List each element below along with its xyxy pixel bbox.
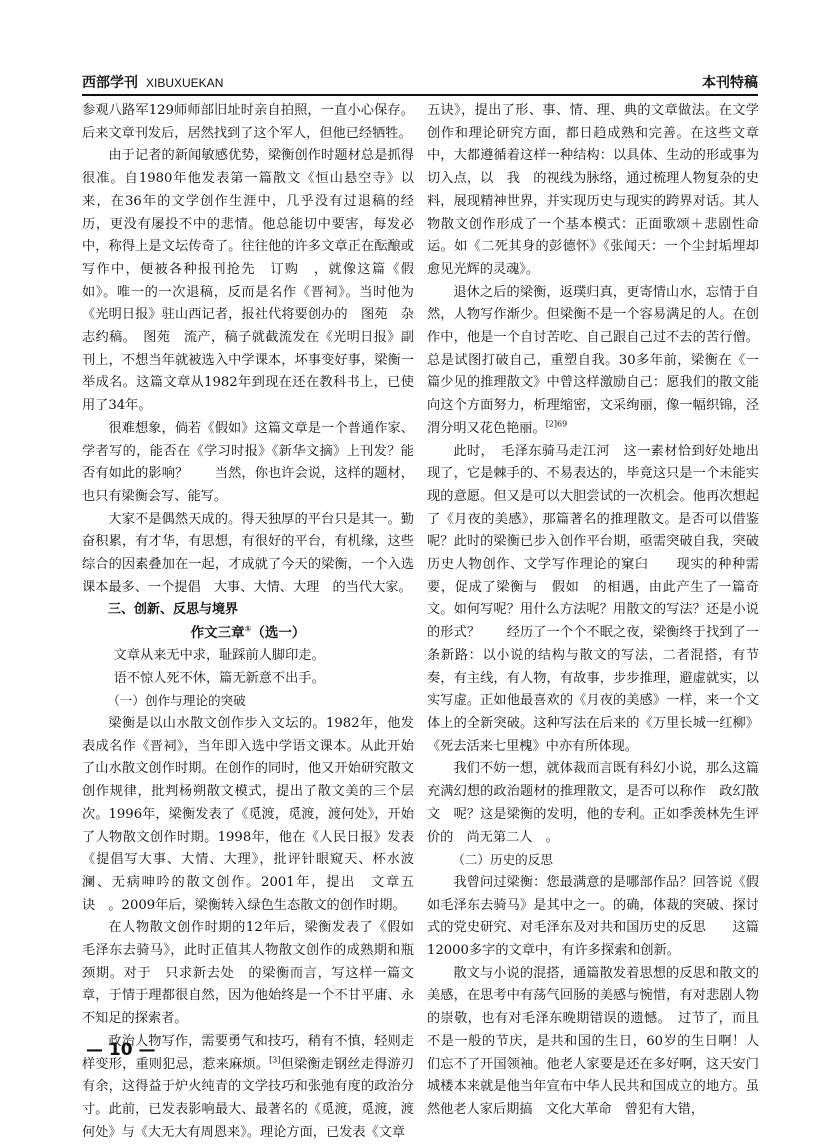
paragraph: 散文与小说的混搭，通篇散发着思想的反思和散文的美感，在思考中有荡气回肠的美感与惋惜，有对悲剧人物的崇敬，也有对毛泽东晚期错误的遗憾。 过节了，而且不是一般的节庆，是共和国的生日，60岁的生日啊！人们忘不了开国领袖。他老人家要是还在多好啊，这天安门城楼本来就是他当年宣布中华人民共和国成立的地方。虽然他老人家后期搞 文化大革命 曾犯有大错， <box>427 965 759 1117</box>
poem-line: 文章从来无中求，耻踩前人脚印走。 <box>113 647 325 663</box>
section-heading: 三、创新、反思与境界 <box>108 602 239 618</box>
footnote-marker: ① <box>244 624 252 634</box>
journal-name: 西部学刊 XIBUXUEKAN <box>82 75 224 91</box>
page-number: — 10 — <box>86 1040 156 1060</box>
paragraph: 很难想象，倘若《假如》这篇文章是一个普通作家、学者写的，能否在《学习时报》《新华文摘》上刊发？能否有如此的影响？ 当然，你也许会说，这样的题材，也只有梁衡会写、能写。 <box>82 420 414 504</box>
paragraph: 梁衡是以山水散文创作步入文坛的。1982年，他发表成名作《晋祠》，当年即入选中学语文课本。从此开始了山水散文创作时期。在创作的同时，他又开始研究散文创作规律，批判杨朔散文模式，提出了散文美的三个层次。1996年，梁衡发表了《觅渡，觅渡，渡何处》，开始了人物散文创作时期。1998年，他在《人民日报》发表《提倡写大事、大情、大理》，批评针眼窥天、杯水波澜、无病呻吟的散文创作。2001年，提出 文章五诀 。2009年后，梁衡转入绿色生态散文的创作时期。 <box>82 715 414 913</box>
header-rule <box>82 94 758 96</box>
subsection-heading: （二）历史的反思 <box>452 852 553 868</box>
paragraph: 五诀》，提出了形、事、情、理、典的文章做法。在文学创作和理论研究方面，都日趋成熟和完善。在这些文章中，大都遵循着这样一种结构：以具体、生动的形或事为切入点，以 我 的视线为脉络，通过梳理人物复杂的史料，展现精神世界，并实现历史与现实的跨界对话。其人物散文创作形成了一个基本模式：正面歌颂＋悲剧性命运。如《二死其身的彭德怀》《张闻天：一个尘封垢埋却愈见光辉的灵魂》。 <box>427 103 759 277</box>
citation-marker: [3] <box>269 1055 281 1065</box>
paragraph: 政治人物写作，需要勇气和技巧，稍有不慎，轻则走样变形，重则犯忌，惹来麻烦。[3]但梁衡走钢丝走得游刃有余，这得益于炉火纯青的文学技巧和张弛有度的政治分寸。此前，已发表影响最大、最著名的《觅渡，觅渡，渡何处》与《大无大有周恩来》。理论方面，已发表《文章 <box>82 1033 415 1140</box>
paragraph: 此时， 毛泽东骑马走江河 这一素材恰到好处地出现了，它是棘手的、不易表达的，毕竟这只是一个未能实现的意愿。但又是可以大胆尝试的一次机会。他再次想起了《月夜的美感》，那篇著名的推理散文。是否可以借鉴呢？此时的梁衡已步入创作平台期，亟需突破自我，突破历史人物创作、文学写作理论的窠臼 现实的种种需要，促成了梁衡与 假如 的相遇，由此产生了一篇奇文。如何写呢？用什么方法呢？用散文的写法？还是小说的形式？ 经历了一个个不眠之夜，梁衡终于找到了一条新路：以小说的结构与散文的写法，二者混搭，有节奏，有主线，有人物，有故事，步步推理，避虚就实，以实写虚。正如他最喜欢的《月夜的美感》一样，来一个文体上的全新突破。这种写法在后来的《万里长城一红柳》《死去活来七里槐》中亦有所体现。 <box>427 443 759 754</box>
paragraph: 我曾问过梁衡：您最满意的是哪部作品？回答说《假如毛泽东去骑马》是其中之一。的确，体裁的突破、探讨式的党史研究、对毛泽东及对共和国历史的反思 这篇12000多字的文章中，有许多探索和创新。 <box>427 874 759 959</box>
running-header <box>82 70 758 92</box>
paragraph: 由于记者的新闻敏感优势，梁衡创作时题材总是抓得很准。自1980年他发表第一篇散文《恒山悬空寺》以来，在36年的文学创作生涯中，几乎没有过退稿的经历，更没有屡投不中的悲情。他总能切中要害，每发必中，称得上是文坛传奇了。往往他的许多文章正在酝酿或写作中，便被各种报刊抢先 订购 ，就像这篇《假如》。唯一的一次退稿，反而是名作《晋祠》。当时他为《光明日报》驻山西记者，报社代将要创办的 图苑 杂志约稿。 图苑 流产，稿子就截流发在《光明日报》副刊上，不想当年就被选入中学课本，坏事变好事，梁衡一举成名。这篇文章从1982年到现在还在教科书上，已使用了34年。 <box>82 148 414 414</box>
paragraph: 在人物散文创作时期的12年后，梁衡发表了《假如毛泽东去骑马》，此时正值其人物散文创作的成熟期和瓶颈期。对于 只求新去处 的梁衡而言，写这样一篇文章，于情于理都很自然，因为他始终是一个不甘平庸、永不知足的探索者。 <box>82 920 414 1027</box>
poem-title: 作文三章①（选一） <box>190 624 306 642</box>
journal-latin-name: XIBUXUEKAN <box>146 76 224 90</box>
paragraph: 大家不是偶然天成的。得天独厚的平台只是其一。勤奋积累，有才华，有思想，有很好的平台，有机缘，这些综合的因素叠加在一起，才成就了今天的梁衡，一个入选课本最多、一个提倡 大事、大情、大理 的当代大家。 <box>82 511 414 595</box>
citation-marker: [2]69 <box>545 419 568 429</box>
subsection-heading: （一）创作与理论的突破 <box>107 693 246 709</box>
section-name: 本刊特稿 <box>702 75 758 91</box>
left-column <box>82 100 414 1144</box>
right-column <box>427 100 759 1122</box>
paragraph: 退休之后的梁衡，返璞归真，更寄情山水，忘情于自然，人物写作渐少。但梁衡不是一个容易满足的人。在创作中，他是一个自讨苦吃、自己跟自己过不去的苦行僧。总是试图打破自己，重塑自我。30多年前，梁衡在《一篇少见的推理散文》中曾这样激励自己：愿我们的散文能向这个方面努力，析理缩密，文采绚丽，像一幅织锦，泾渭分明又花色艳丽。$^{[2]69}$ <box>427 284 759 436</box>
paragraph: 参观八路军129师师部旧址时亲自拍照，一直小心保存。后来文章刊发后，居然找到了这个军人，但他已经牺牲。 <box>82 103 414 141</box>
poem-line: 语不惊人死不休，篇无新意不出手。 <box>113 670 325 686</box>
paragraph: 我们不妨一想，就体裁而言既有科幻小说，那么这篇充满幻想的政治题材的推理散文，是否可以称作 政幻散文 呢？这是梁衡的发明，他的专利。正如季羡林先生评价的 尚无第二人 。 <box>427 761 759 845</box>
